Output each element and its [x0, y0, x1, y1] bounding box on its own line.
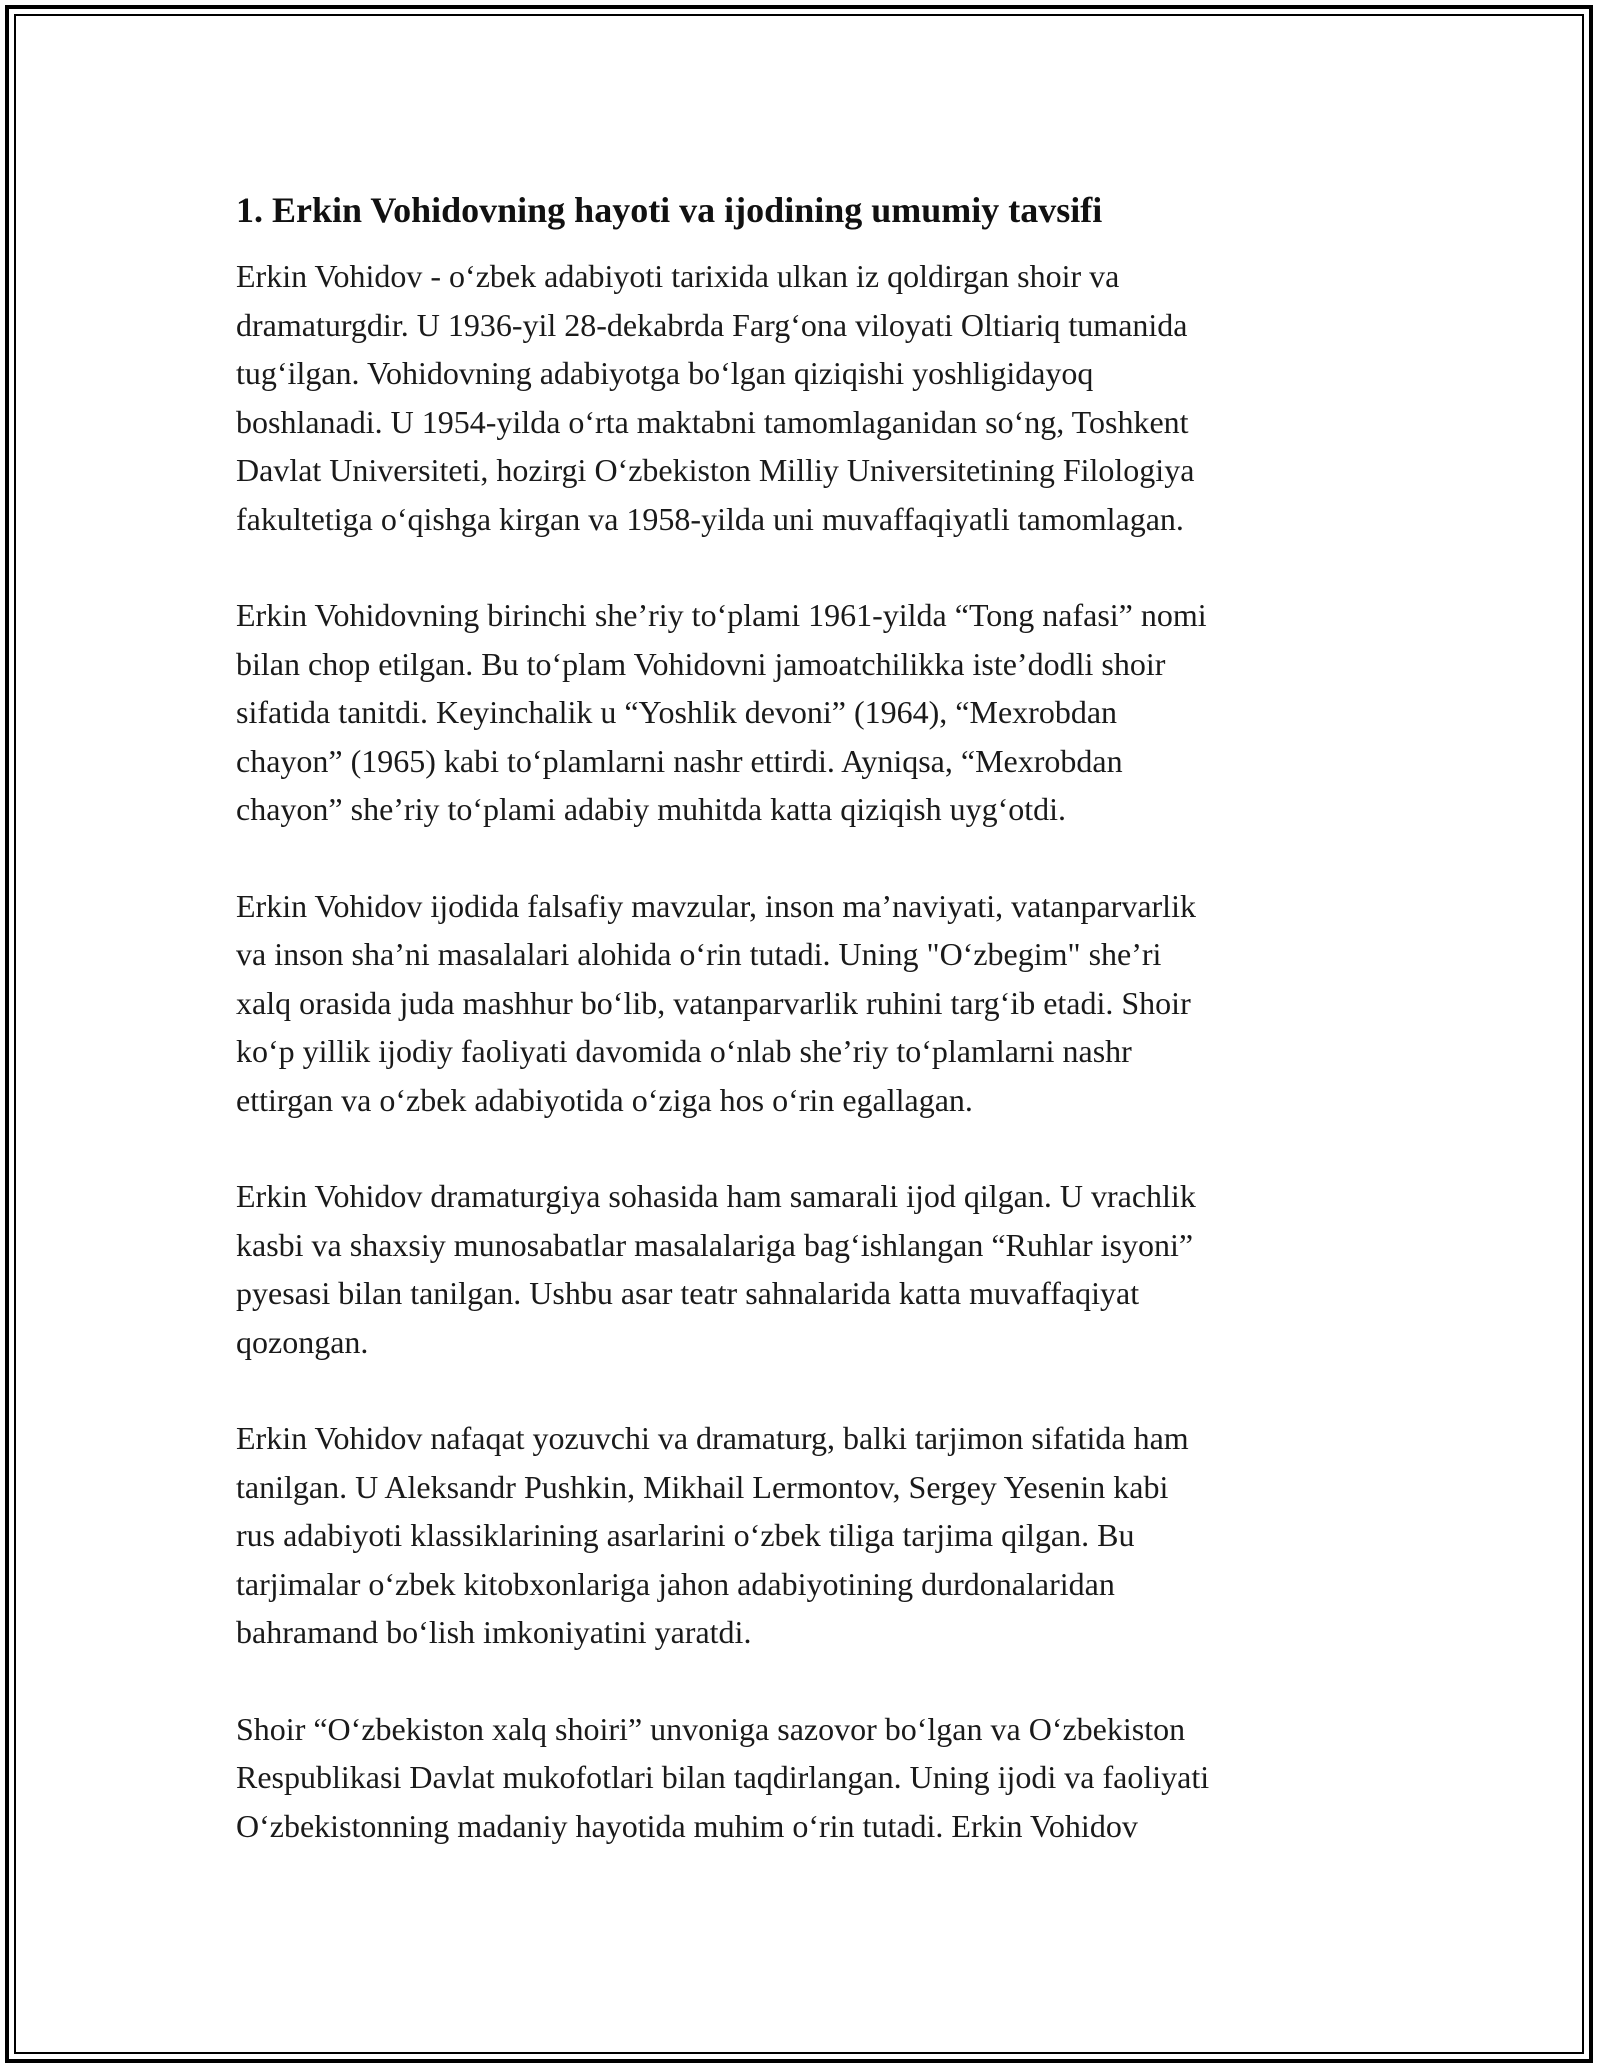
paragraph-themes: Erkin Vohidov ijodida falsafiy mavzular, inson ma’naviyati, vatanparvarlik va inson sha’ni masalalari alohida oʻrin tutadi. Uning "Oʻzbegim" she’ri xalq orasida juda mashhur boʻlib, vatanparvarlik ruhini targʻib etadi. Shoir koʻp yillik ijodiy faoliyati davomida oʻnlab she’riy toʻplamlarni nashr ettirgan va oʻzbek adabiyotida oʻziga hos oʻrin egallagan. [236, 887, 1196, 1118]
paragraph-translations: Erkin Vohidov nafaqat yozuvchi va dramaturg, balki tarjimon sifatida ham tanilgan. U Aleksandr Pushkin, Mikhail Lermontov, Sergey Yesenin kabi rus adabiyoti klassiklarining asarlarini oʻzbek tiliga tarjima qilgan. Bu tarjimalar oʻzbek kitobxonlariga jahon adabiyotining durdonalaridan bahramand boʻlish imkoniyatini yaratdi. [236, 1420, 1189, 1650]
paragraph-biography: Erkin Vohidov - oʻzbek adabiyoti tarixida ulkan iz qoldirgan shoir va dramaturgdir. U 1936-yil 28-dekabrda Fargʻona viloyati Oltiariq tumanida tugʻilgan. Vohidovning adabiyotga boʻlgan qiziqishi yoshligidayoq boshlanadi. U 1954-yilda oʻrta maktabni tamomlaganidan soʻng, Toshkent Davlat Universiteti, hozirgi Oʻzbekiston Milliy Universitetining Filologiya fakultetiga oʻqishga kirgan va 1958-yilda uni muvaffaqiyatli tamomlagan. [236, 258, 1195, 537]
document-body [236, 186, 1376, 1898]
paragraph-first-collection: Erkin Vohidovning birinchi she’riy toʻplami 1961-yilda “Tong nafasi” nomi bilan chop etilgan. Bu toʻplam Vohidovni jamoatchilikka iste’dodli shoir sifatida tanitdi. Keyinchalik u “Yoshlik devoni” (1964), “Mexrobdan chayon” (1965) kabi toʻplamlarni nashr ettirdi. Ayniqsa, “Mexrobdan chayon” she’riy toʻplami adabiy muhitda katta qiziqish uygʻotdi. [236, 597, 1207, 827]
section-heading: 1. Erkin Vohidovning hayoti va ijodining umumiy tavsifi [236, 190, 1103, 230]
paragraph-awards: Shoir “Oʻzbekiston xalq shoiri” unvoniga sazovor boʻlgan va Oʻzbekiston Respublikasi Davlat mukofotlari bilan taqdirlangan. Uning ijodi va faoliyati Oʻzbekistonning madaniy hayotida muhim oʻrin tutadi. Erkin Vohidov [236, 1710, 1210, 1844]
paragraph-dramaturgy: Erkin Vohidov dramaturgiya sohasida ham samarali ijod qilgan. U vrachlik kasbi va shaxsiy munosabatlar masalalariga bagʻishlangan “Ruhlar isyoni” pyesasi bilan tanilgan. Ushbu asar teatr sahnalarida katta muvaffaqiyat qozongan. [236, 1178, 1196, 1360]
